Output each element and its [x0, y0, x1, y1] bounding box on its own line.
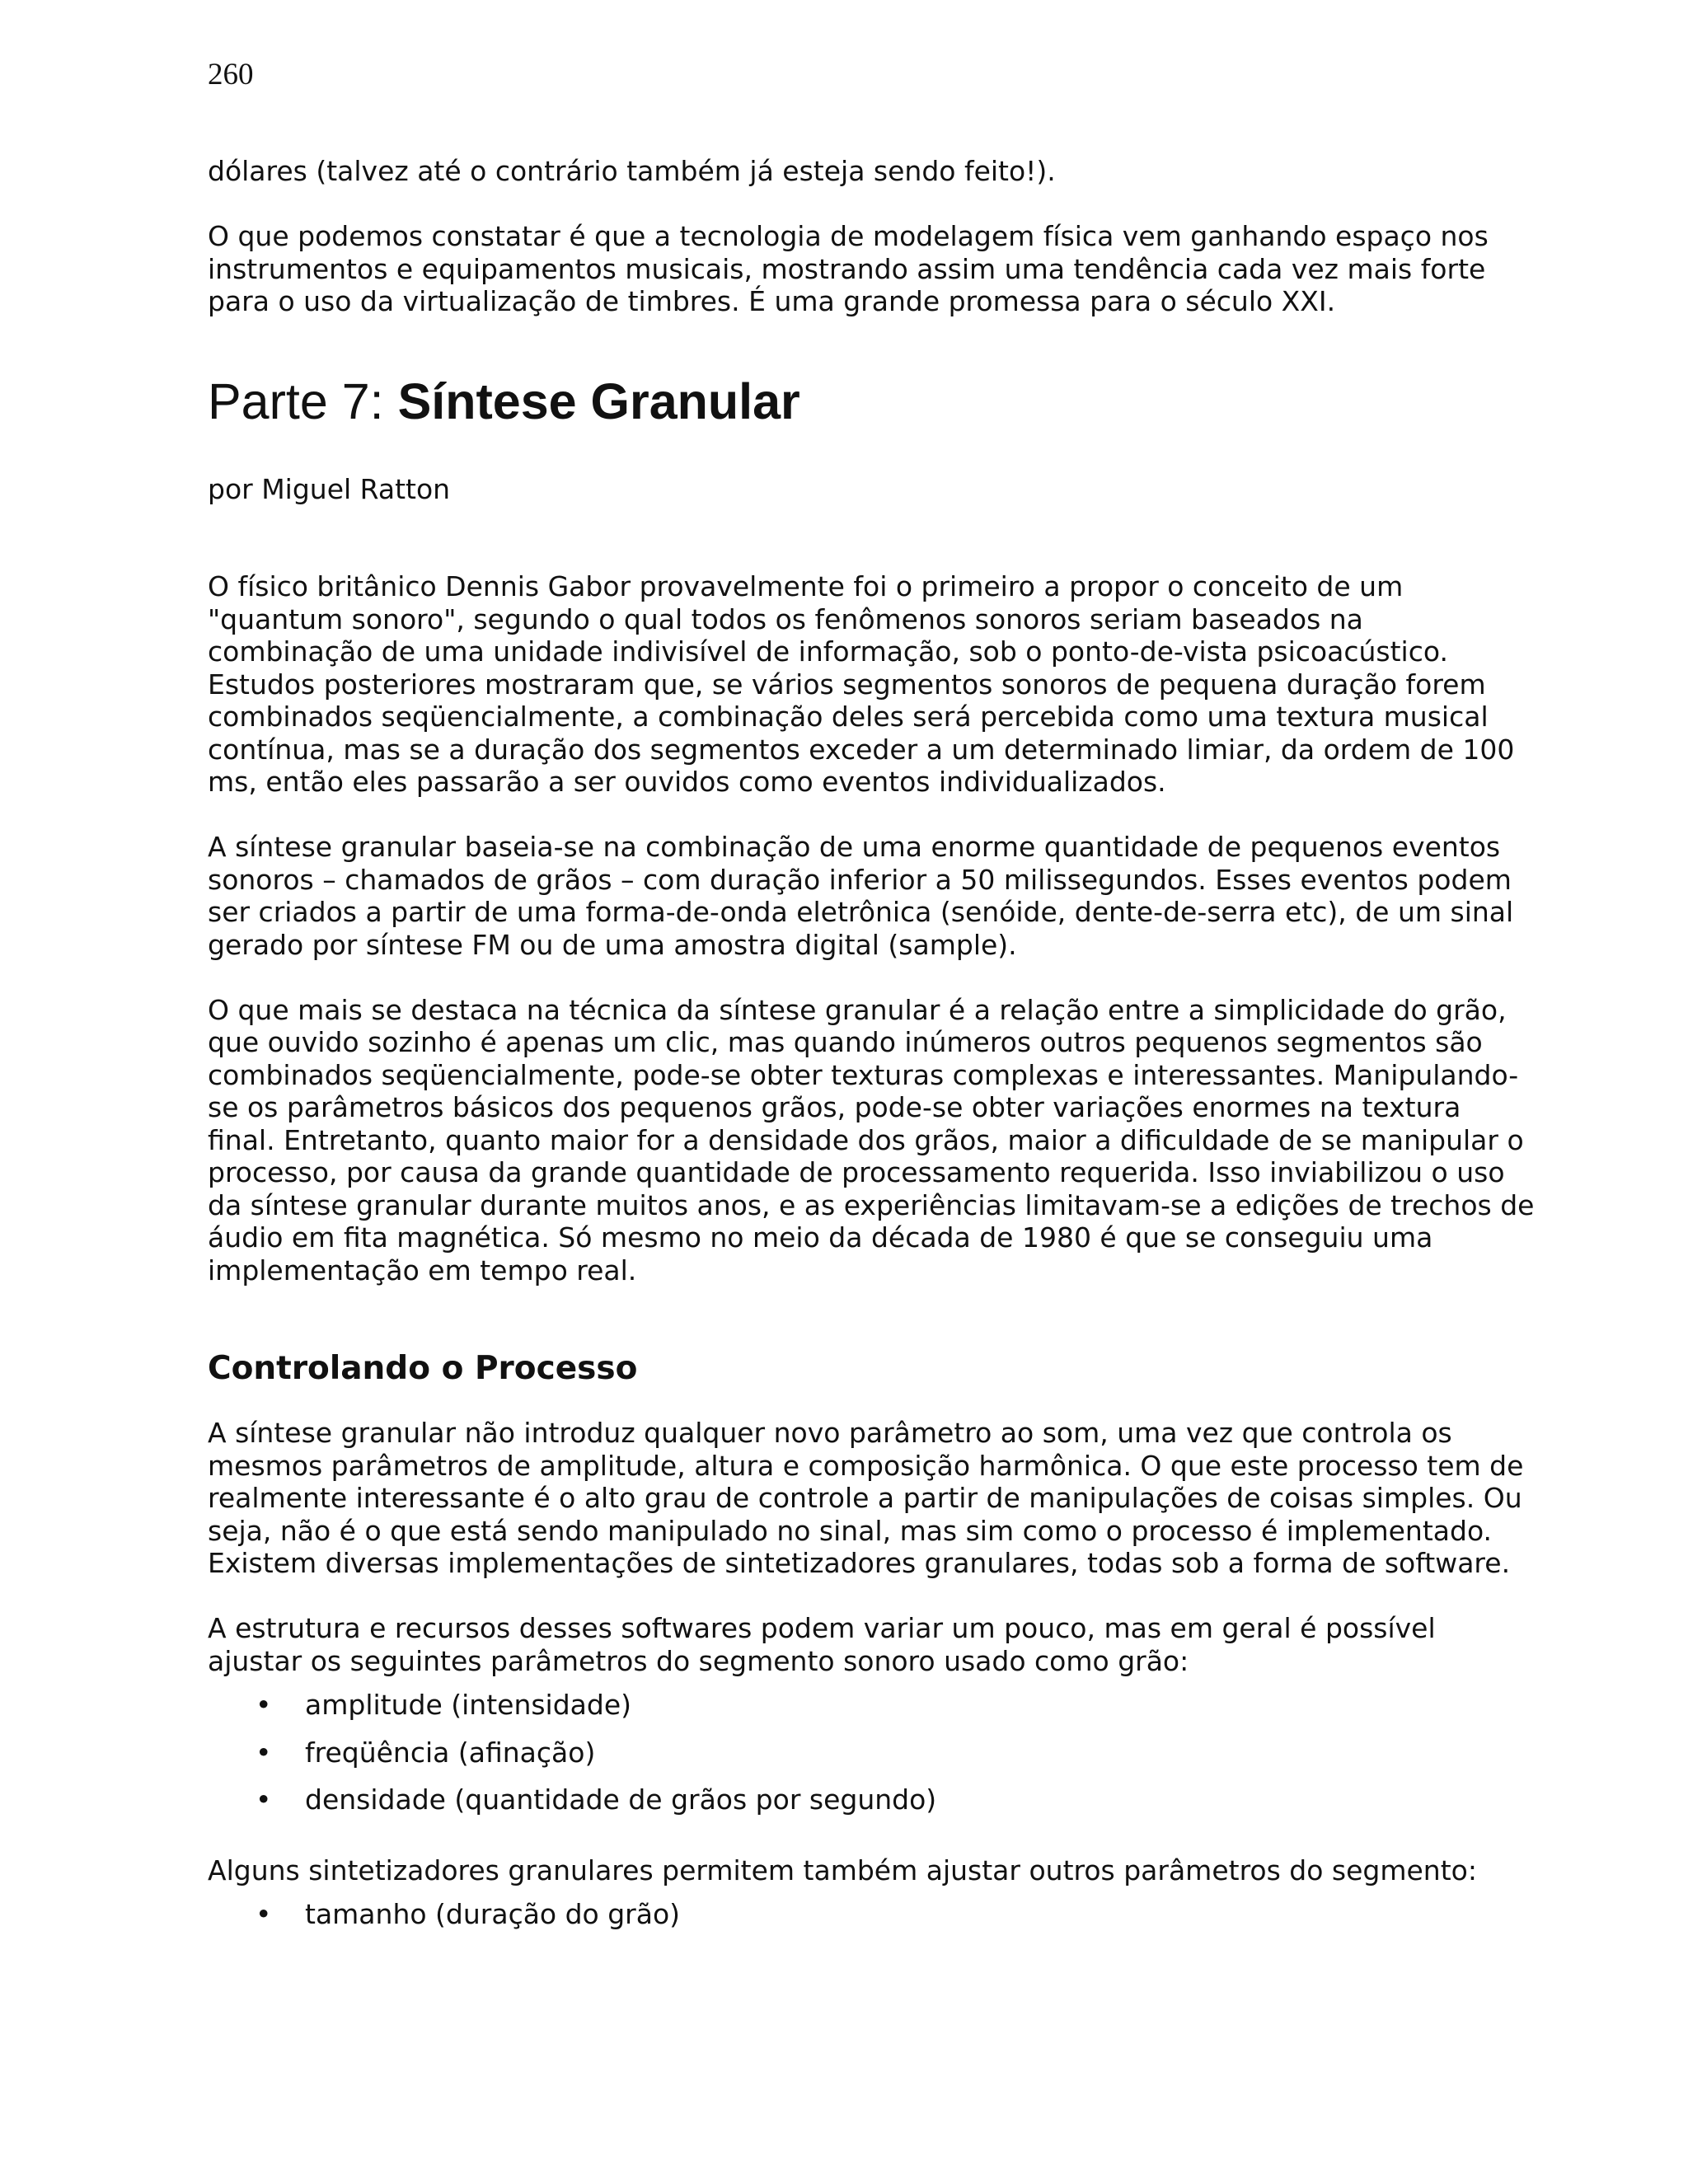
intro-paragraph-continuation: dólares (talvez até o contrário também já esteja sendo feito!). [208, 155, 1056, 187]
list-item-text: freqüência (afinação) [305, 1736, 596, 1769]
body-paragraph: O que mais se destaca na técnica da síntese granular é a relação entre a simplicidade do grão, que ouvido sozinho é apenas um clic, mas quando inúmeros outros pequenos segmentos são combinados seqüencialmente, pode-se obter texturas complexas e interessantes. Manipulando-se os parâmetros básicos dos pequenos grãos, pode-se obter variações enormes na textura final. Entretanto, quanto maior for a densidade dos grãos, maior a dificuldade de se manipular o processo, por causa da grande quantidade de processamento requerida. Isso inviabilizou o uso da síntese granular durante muitos anos, e as experiências limitavam-se a edições de trechos de áudio em fita magnética. Só mesmo no meio da década de 1980 é que se conseguiu uma implementação em tempo real. [208, 993, 1535, 1286]
author-line: por Miguel Ratton [208, 472, 451, 505]
body-paragraph: O físico britânico Dennis Gabor provavelmente foi o primeiro a propor o conceito de um "quantum sonoro", segundo o qual todos os fenômenos sonoros seriam baseados na combinação de uma unidade indivisível de informação, sob o ponto-de-vista psicoacústico. Estudos posteriores mostraram que, se vários segmentos sonoros de pequena duração forem combinados seqüencialmente, a combinação deles será percebida como uma textura musical contínua, mas se a duração dos segmentos exceder a um determinado limiar, da ordem de 100 ms, então eles passarão a ser ouvidos como eventos individualizados. [208, 570, 1515, 798]
parameter-list [208, 1689, 1535, 1816]
bullet-icon: • [256, 1783, 272, 1816]
part-title-prefix: Parte 7: [208, 373, 398, 429]
bullet-icon: • [256, 1736, 272, 1769]
document-body [208, 155, 1535, 1931]
list-item-text: amplitude (intensidade) [305, 1689, 632, 1721]
body-paragraph: A síntese granular baseia-se na combinação de uma enorme quantidade de pequenos eventos sonoros – chamados de grãos – com duração inferior a 50 milissegundos. Esses eventos podem ser criados a partir de uma forma-de-onda eletrônica (senóide, dente-de-serra etc), de um sinal gerado por síntese FM ou de uma amostra digital (sample). [208, 831, 1514, 961]
section-paragraph: A estrutura e recursos desses softwares podem variar um pouco, mas em geral é possível ajustar os seguintes parâmetros do segmento sonoro usado como grão: [208, 1612, 1436, 1677]
part-title [208, 373, 1535, 430]
part-title-name: Síntese Granular [397, 373, 800, 429]
page-number: 260 [208, 58, 254, 91]
list-item [208, 1736, 1535, 1769]
list-item-text: densidade (quantidade de grãos por segundo) [305, 1783, 937, 1816]
list-item [208, 1898, 1535, 1931]
extra-parameter-list [208, 1898, 1535, 1931]
section-paragraph: Alguns sintetizadores granulares permitem também ajustar outros parâmetros do segmento: [208, 1854, 1477, 1886]
bullet-icon: • [256, 1898, 272, 1930]
bullet-icon: • [256, 1689, 272, 1721]
section-heading: Controlando o Processo [208, 1350, 638, 1387]
section-paragraph: A síntese granular não introduz qualquer novo parâmetro ao som, uma vez que controla os mesmos parâmetros de amplitude, altura e composição harmônica. O que este processo tem de realmente interessante é o alto grau de controle a partir de manipulações de coisas simples. Ou seja, não é o que está sendo manipulado no sinal, mas sim como o processo é implementado. Existem diversas implementações de sintetizadores granulares, todas sob a forma de software. [208, 1417, 1524, 1579]
list-item-text: tamanho (duração do grão) [305, 1898, 681, 1930]
list-item [208, 1783, 1535, 1816]
list-item [208, 1689, 1535, 1722]
intro-paragraph: O que podemos constatar é que a tecnologia de modelagem física vem ganhando espaço nos instrumentos e equipamentos musicais, mostrando assim uma tendência cada vez mais forte para o uso da virtualização de timbres. É uma grande promessa para o século XXI. [208, 220, 1489, 317]
